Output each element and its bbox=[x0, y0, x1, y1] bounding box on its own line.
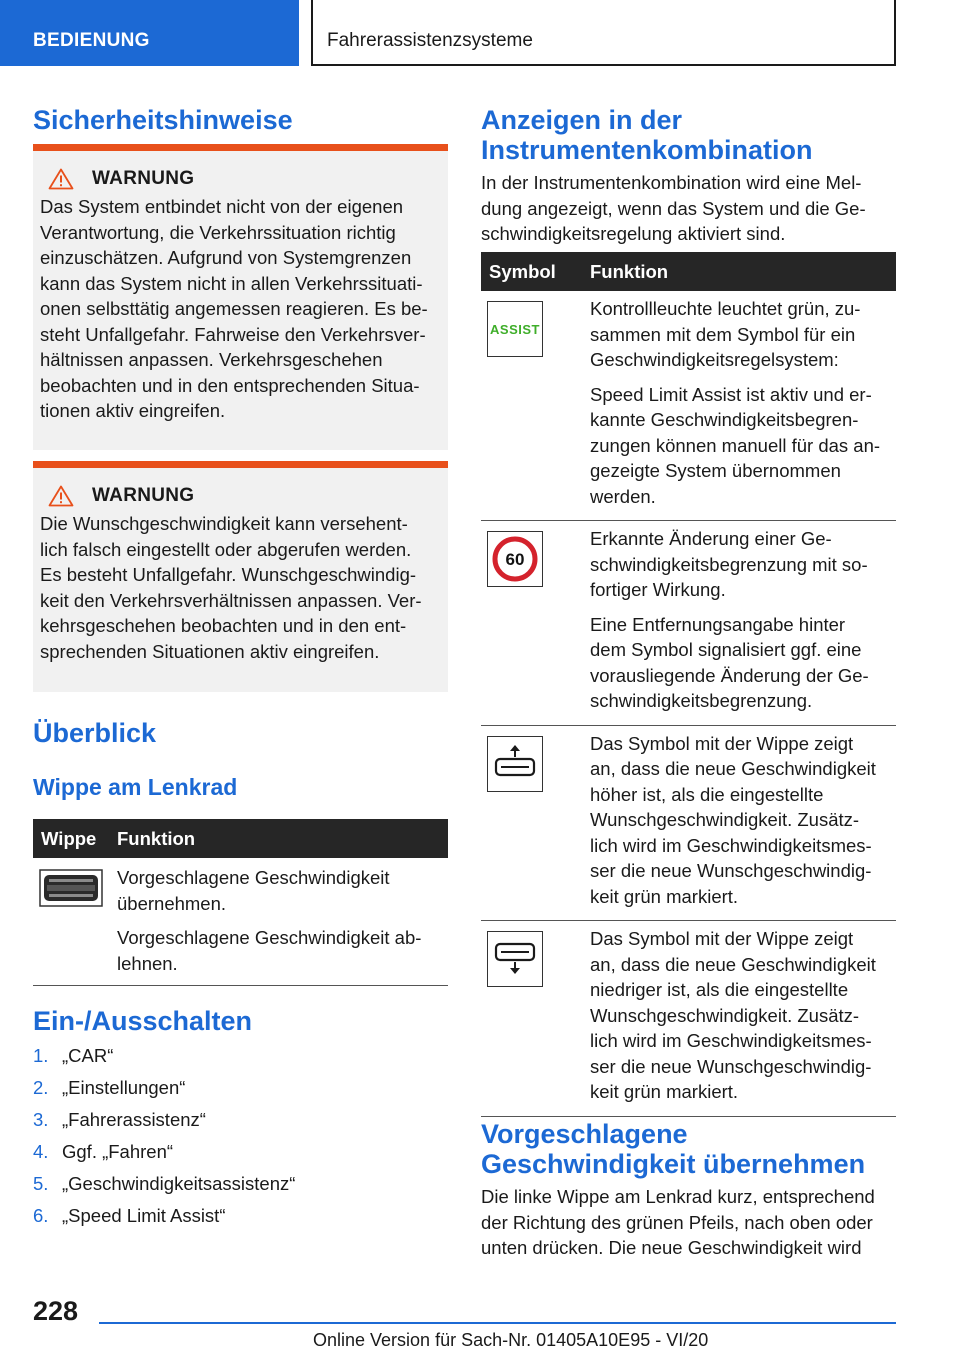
rocker-function-reject: Vorgeschlagene Geschwindigkeit ab- lehnen. bbox=[117, 927, 422, 974]
table-row: Das Symbol mit der Wippe zeigt an, dass die neue Geschwindigkeit höher ist, als die eingestellte Wunschgeschwindigkeit. Zusätz- lich wird im Geschwindigkeitsmes- ser die neue Wunschgeschwindig- keit grün markiert. bbox=[481, 725, 896, 921]
symbol-table bbox=[481, 252, 896, 1117]
warning-title: WARNUNG bbox=[92, 168, 195, 189]
table-row: 60 Erkannte Änderung einer Ge- schwindigkeitsbegrenzung mit so- fortiger Wirkung. Eine Entfernungsangabe hinter dem Symbol signalisiert ggf. eine vorausliegende Änderung der Ge- schwindigkeitsbegrenzung. bbox=[481, 521, 896, 726]
accept-speed-heading: Vorgeschlagene Geschwindigkeit übernehmen bbox=[481, 1119, 866, 1179]
rocker-heading: Wippe am Lenkrad bbox=[33, 774, 238, 800]
steps-list bbox=[33, 1040, 295, 1232]
speed-limit-sign-icon bbox=[487, 531, 543, 587]
warning-box-2 bbox=[33, 461, 448, 692]
list-item: 1. „CAR“ bbox=[33, 1045, 114, 1066]
overview-heading: Überblick bbox=[33, 718, 157, 748]
rocker-function-accept: Vorgeschlagene Geschwindigkeit übernehmen. bbox=[117, 867, 390, 914]
warning-triangle-icon bbox=[48, 168, 74, 190]
warning-text: Die Wunschgeschwindigkeit kann versehent- lich falsch eingestellt oder abgerufen werden. Es besteht Unfallgefahr. Wunschgeschwindig- keit den Verkehrsverhältnissen anpassen. Ver- kehrsgeschehen beobachten und in den ent- sprechenden Situationen aktiv eingreifen. bbox=[40, 513, 422, 662]
warning-box-1 bbox=[33, 144, 448, 450]
page-number: 228 bbox=[33, 1296, 79, 1326]
table-row bbox=[33, 858, 448, 986]
svg-text:60: 60 bbox=[505, 550, 525, 569]
list-item: 2. „Einstellungen“ bbox=[33, 1077, 186, 1098]
column-header-function: Funktion bbox=[109, 819, 448, 858]
onoff-heading: Ein-/Ausschalten bbox=[33, 1006, 253, 1036]
section-label: BEDIENUNG bbox=[33, 30, 150, 51]
list-item: 4. Ggf. „Fahren“ bbox=[33, 1141, 174, 1162]
list-item: 3. „Fahrerassistenz“ bbox=[33, 1109, 206, 1130]
rocker-switch-icon bbox=[39, 869, 103, 907]
table-row: ASSIST Kontrollleuchte leuchtet grün, zu- sammen mit dem Symbol für ein Geschwindigkeitsregelsystem: Speed Limit Assist ist aktiv und er- kannte Geschwindigkeitsbegren- zungen können manuell für das an- gezeigte System übernommen werden. bbox=[481, 291, 896, 521]
column-header-symbol: Symbol bbox=[481, 252, 582, 291]
table-row: Das Symbol mit der Wippe zeigt an, dass die neue Geschwindigkeit niedriger ist, als die eingestellte Wunschgeschwindigkeit. Zusätz- lich wird im Geschwindigkeitsmes- ser die neue Wunschgeschwindig- keit grün markiert. bbox=[481, 921, 896, 1117]
safety-heading: Sicherheitshinweise bbox=[33, 105, 293, 135]
column-header-rocker: Wippe bbox=[33, 819, 109, 858]
chapter-tab bbox=[311, 0, 896, 66]
assist-indicator-icon: ASSIST bbox=[487, 301, 543, 357]
rocker-table bbox=[33, 819, 448, 986]
chapter-label: Fahrerassistenzsysteme bbox=[327, 30, 533, 51]
warning-text: Das System entbindet nicht von der eigenen Verantwortung, die Verkehrssituation richtig einzuschätzen. Aufgrund von Systemgrenzen kann das System nicht in allen Verkehrssituati- onen selbsttätig angemessen reagieren. Es be- steht Unfallgefahr. Fahrweise den Verkehrsver- hältnissen anpassen. Verkehrsgeschehen beobachten und in den entsprechenden Situa- tionen aktiv eingreifen. bbox=[40, 196, 428, 421]
accept-speed-text: Die linke Wippe am Lenkrad kurz, entsprechend der Richtung des grünen Pfeils, nach oben oder unten drücken. Die neue Geschwindigkeit wird bbox=[481, 1186, 875, 1258]
column-header-function: Funktion bbox=[582, 252, 896, 291]
rocker-up-icon bbox=[487, 736, 543, 792]
display-heading: Anzeigen in der Instrumentenkombination bbox=[481, 105, 813, 165]
list-item: 5. „Geschwindigkeitsassistenz“ bbox=[33, 1173, 296, 1194]
footer-note: Online Version für Sach-Nr. 01405A10E95 - VI/20 bbox=[313, 1330, 709, 1350]
list-item: 6. „Speed Limit Assist“ bbox=[33, 1205, 226, 1226]
section-tab bbox=[0, 0, 299, 66]
display-intro: In der Instrumentenkombination wird eine Mel- dung angezeigt, wenn das System und die Ge- schwindigkeitsregelung aktiviert sind. bbox=[481, 172, 866, 244]
footer-divider bbox=[99, 1322, 896, 1324]
warning-triangle-icon bbox=[48, 485, 74, 507]
rocker-down-icon bbox=[487, 931, 543, 987]
warning-title: WARNUNG bbox=[92, 485, 195, 506]
